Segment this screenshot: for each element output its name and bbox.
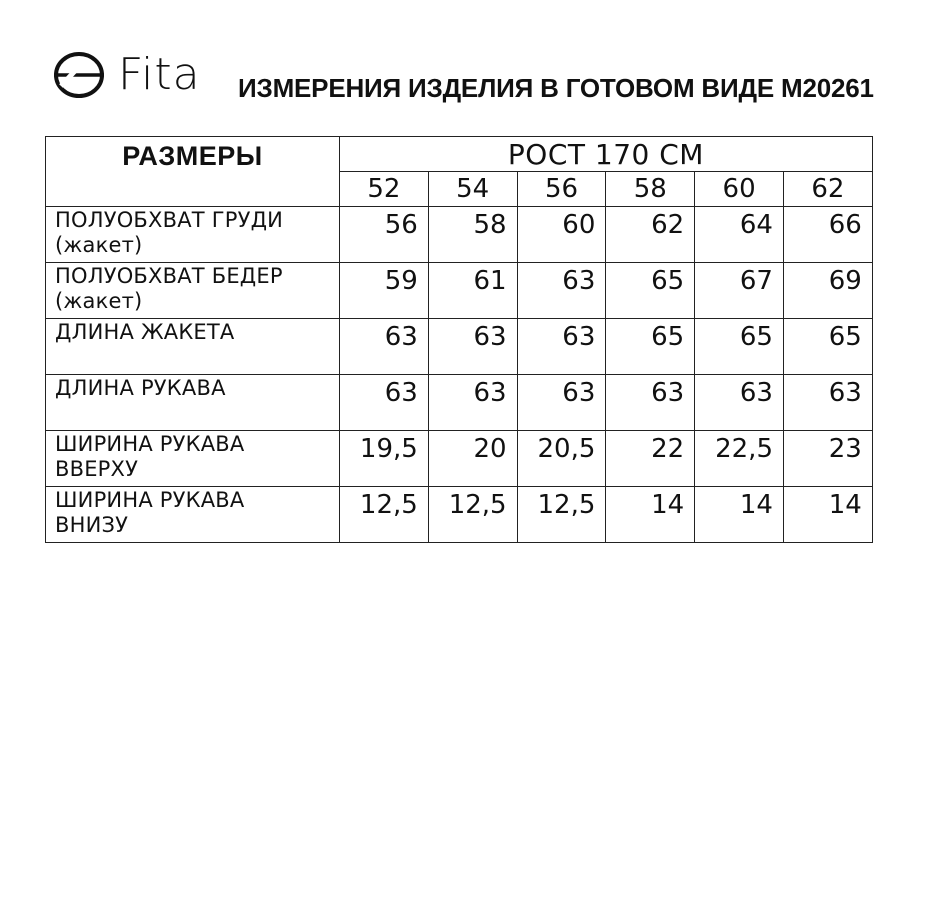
row-label-line: ДЛИНА ЖАКЕТА (55, 320, 235, 344)
value-cell: 58 (428, 207, 517, 263)
value-cell: 63 (517, 263, 606, 319)
row-label-line: ШИРИНА РУКАВА (55, 488, 245, 512)
table-row (46, 487, 873, 543)
value-cell: 61 (428, 263, 517, 319)
value-cell: 59 (340, 263, 429, 319)
table-row (46, 375, 873, 431)
value-cell: 63 (695, 375, 784, 431)
size-header-cell: 58 (606, 172, 695, 207)
logo-wordmark: Fita (118, 49, 201, 100)
row-label-line: (жакет) (55, 233, 143, 257)
value-cell: 19,5 (340, 431, 429, 487)
value-cell: 63 (428, 375, 517, 431)
table-row (46, 319, 873, 375)
size-header-cell: 56 (517, 172, 606, 207)
value-cell: 65 (606, 263, 695, 319)
value-cell: 63 (340, 319, 429, 375)
row-label (46, 319, 340, 375)
fita-logo-icon (52, 50, 106, 100)
value-cell: 65 (783, 319, 872, 375)
sizes-header: РАЗМЕРЫ (46, 137, 340, 207)
value-cell: 20,5 (517, 431, 606, 487)
row-label-line: ШИРИНА РУКАВА (55, 432, 245, 456)
row-label (46, 375, 340, 431)
size-header-cell: 62 (783, 172, 872, 207)
value-cell: 65 (606, 319, 695, 375)
value-cell: 20 (428, 431, 517, 487)
size-header-cell: 54 (428, 172, 517, 207)
row-label (46, 487, 340, 543)
row-label (46, 207, 340, 263)
size-header-cell: 60 (695, 172, 784, 207)
height-header: РОСТ 170 СМ (340, 137, 873, 172)
value-cell: 63 (428, 319, 517, 375)
value-cell: 65 (695, 319, 784, 375)
value-cell: 12,5 (340, 487, 429, 543)
value-cell: 63 (606, 375, 695, 431)
header-row-height (46, 137, 873, 172)
page-title: ИЗМЕРЕНИЯ ИЗДЕЛИЯ В ГОТОВОМ ВИДЕ М20261 (238, 73, 874, 103)
row-label-line: ПОЛУОБХВАТ БЕДЕР (55, 264, 283, 288)
value-cell: 14 (606, 487, 695, 543)
value-cell: 23 (783, 431, 872, 487)
value-cell: 69 (783, 263, 872, 319)
value-cell: 14 (783, 487, 872, 543)
value-cell: 63 (517, 319, 606, 375)
size-header-cell: 52 (340, 172, 429, 207)
value-cell: 22 (606, 431, 695, 487)
value-cell: 62 (606, 207, 695, 263)
row-label (46, 263, 340, 319)
value-cell: 12,5 (517, 487, 606, 543)
row-label-line: ПОЛУОБХВАТ ГРУДИ (55, 208, 284, 232)
row-label-line: ВВЕРХУ (55, 457, 139, 481)
table-row (46, 207, 873, 263)
row-label-line: ВНИЗУ (55, 513, 129, 537)
value-cell: 22,5 (695, 431, 784, 487)
table-row (46, 263, 873, 319)
row-label-line: ДЛИНА РУКАВА (55, 376, 226, 400)
measurements-table (45, 136, 873, 543)
row-label (46, 431, 340, 487)
brand-logo (52, 50, 201, 100)
value-cell: 66 (783, 207, 872, 263)
value-cell: 56 (340, 207, 429, 263)
value-cell: 63 (340, 375, 429, 431)
value-cell: 63 (783, 375, 872, 431)
value-cell: 12,5 (428, 487, 517, 543)
value-cell: 14 (695, 487, 784, 543)
table-row (46, 431, 873, 487)
value-cell: 63 (517, 375, 606, 431)
row-label-line: (жакет) (55, 289, 143, 313)
value-cell: 67 (695, 263, 784, 319)
value-cell: 60 (517, 207, 606, 263)
value-cell: 64 (695, 207, 784, 263)
